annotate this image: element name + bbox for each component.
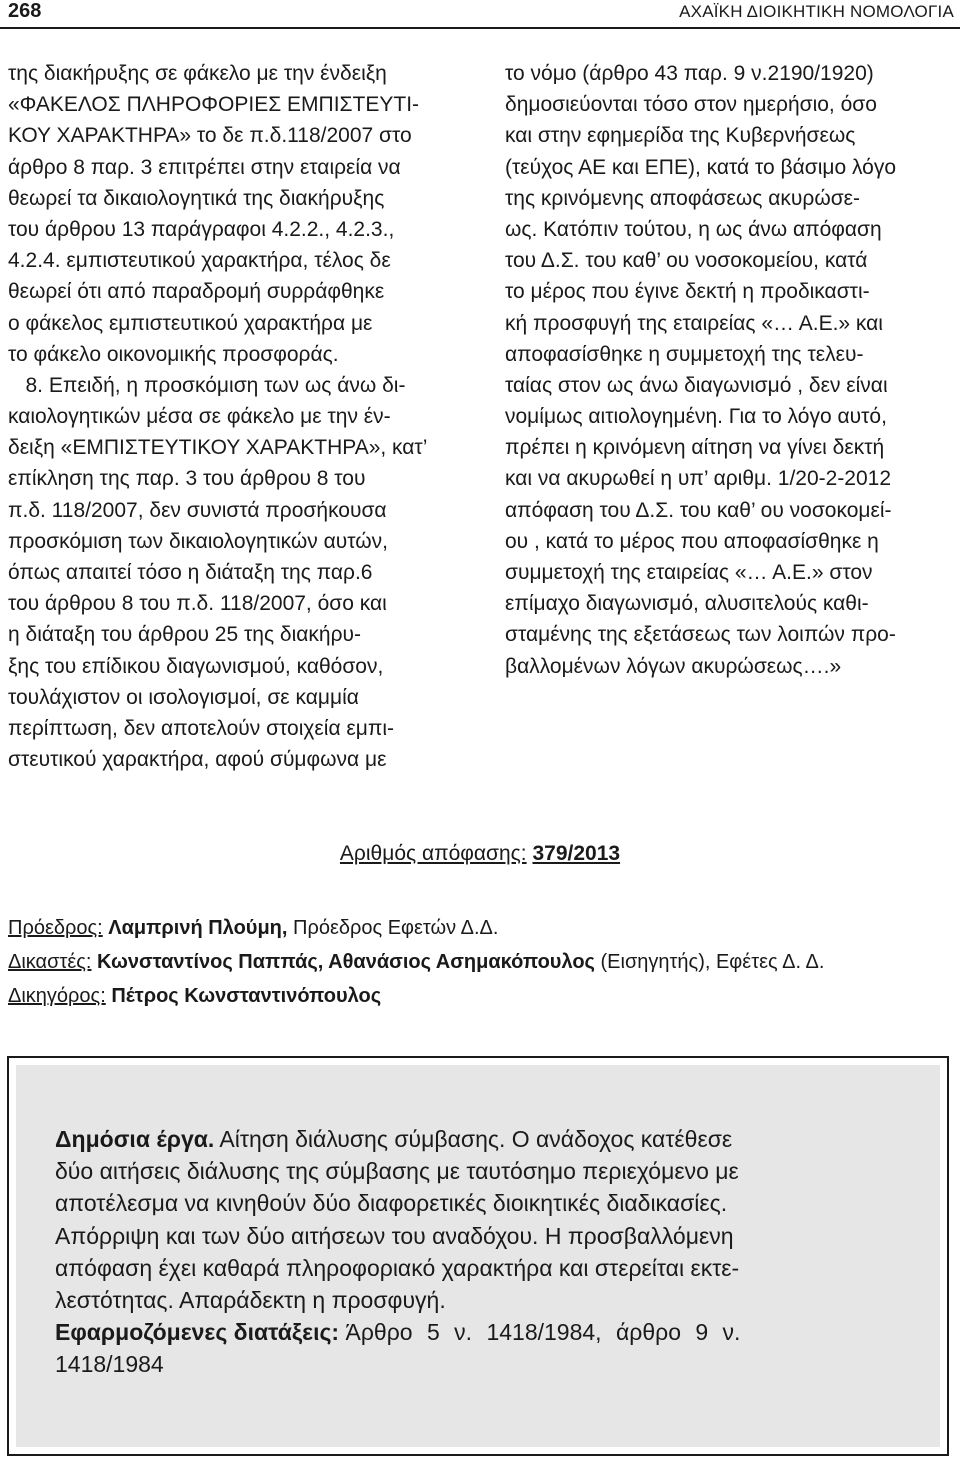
summary-line: λεστότητας. Απαράδεκτη η προσφυγή. bbox=[55, 1286, 446, 1313]
text-line: θεωρεί ότι από παραδρομή συρράφθηκε bbox=[8, 280, 385, 304]
summary-line: αποτέλεσμα να κινηθούν δύο διαφορετικές διοικητικές διαδικασίες. bbox=[55, 1190, 728, 1217]
lawyer-line bbox=[8, 985, 381, 1008]
text-line: ο φάκελος εμπιστευτικού χαρακτήρα με bbox=[8, 311, 373, 335]
text-line: π.δ. 118/2007, δεν συνιστά προσήκουσα bbox=[8, 498, 387, 522]
decision-number-label: Αριθμός απόφασης: bbox=[339, 842, 527, 865]
text-line: επίμαχο διαγωνισμό, αλυσιτελούς καθι- bbox=[505, 592, 869, 616]
left-column bbox=[8, 58, 463, 775]
judges-names: Κωνσταντίνος Παππάς, Αθανάσιος Ασημακόπουλος bbox=[97, 951, 595, 973]
header-rule bbox=[0, 27, 960, 29]
summary-line: Απόρριψη και των δύο αιτήσεων του αναδόχου. Η προσβαλλόμενη bbox=[55, 1222, 734, 1249]
text-line: και στην εφημερίδα της Κυβερνήσεως bbox=[505, 124, 856, 148]
text-line: πρέπει η κρινόμενη αίτηση να γίνει δεκτή bbox=[505, 436, 885, 460]
text-line: κή προσφυγή της εταιρείας «… Α.Ε.» και bbox=[505, 311, 883, 335]
president-line bbox=[8, 917, 498, 940]
text-line: το φάκελο οικονομικής προσφοράς. bbox=[8, 342, 339, 366]
decision-number bbox=[0, 842, 960, 866]
text-line: ΚΟΥ ΧΑΡΑΚΤΗΡΑ» το δε π.δ.118/2007 στο bbox=[8, 124, 412, 148]
judges-title: (Εισηγητής), Εφέτες Δ. Δ. bbox=[600, 951, 825, 973]
text-line: ου , κατά το μέρος που αποφασίσθηκε η bbox=[505, 529, 879, 553]
summary-heading: Δημόσια έργα. bbox=[55, 1126, 215, 1152]
text-line: το νόμο (άρθρο 43 παρ. 9 ν.2190/1920) bbox=[505, 62, 874, 85]
president-name: Λαμπρινή Πλούμη, bbox=[108, 917, 288, 939]
text-line: του άρθρου 13 παράγραφοι 4.2.2., 4.2.3., bbox=[8, 217, 395, 241]
text-line: του άρθρου 8 του π.δ. 118/2007, όσο και bbox=[8, 592, 387, 616]
text-line: αποφασίσθηκε η συμμετοχή της τελευ- bbox=[505, 342, 864, 366]
page-number: 268 bbox=[8, 0, 42, 22]
summary-line: 1418/1984 bbox=[55, 1351, 164, 1378]
text-line: της κρινόμενης αποφάσεως ακυρώσε- bbox=[505, 186, 861, 210]
text-line: ξης του επίδικου διαγωνισμού, καθόσον, bbox=[8, 654, 384, 678]
text-line: απόφαση του Δ.Σ. του καθ’ ου νοσοκομεί- bbox=[505, 498, 892, 522]
judges-label: Δικαστές: bbox=[8, 951, 92, 973]
provisions-label: Εφαρμοζόμενες διατάξεις: bbox=[55, 1319, 340, 1346]
text-line: δειξη «ΕΜΠΙΣΤΕΥΤΙΚΟΥ ΧΑΡΑΚΤΗΡΑ», κατ’ bbox=[8, 436, 428, 460]
president-title: Πρόεδρος Εφετών Δ.Δ. bbox=[293, 917, 499, 939]
summary-line: απόφαση έχει καθαρά πληροφοριακό χαρακτήρα και στερείται εκτε- bbox=[55, 1254, 740, 1281]
text-line: της διακήρυξης σε φάκελο με την ένδειξη bbox=[8, 62, 387, 85]
text-line: το μέρος που έγινε δεκτή η προδικαστι- bbox=[505, 280, 870, 304]
text-line: προσκόμιση των δικαιολογητικών αυτών, bbox=[8, 529, 388, 553]
text-line: και να ακυρωθεί η υπ’ αριθμ. 1/20-2-2012 bbox=[505, 467, 892, 491]
provisions-text: Άρθρο 5 ν. 1418/1984, άρθρο 9 ν. bbox=[345, 1319, 741, 1346]
text-line: 8. Επειδή, η προσκόμιση των ως άνω δι- bbox=[8, 373, 406, 397]
text-line: στευτικού χαρακτήρα, αφού σύμφωνα με bbox=[8, 748, 387, 772]
text-line: επίκληση της παρ. 3 του άρθρου 8 του bbox=[8, 467, 366, 491]
right-column bbox=[505, 58, 955, 682]
text-line: νομίμως αιτιολογημένη. Για το λόγο αυτό, bbox=[505, 405, 887, 429]
text-line: τουλάχιστον οι ισολογισμοί, σε καμμία bbox=[8, 685, 359, 709]
text-line: βαλλομένων λόγων ακυρώσεως….» bbox=[505, 654, 842, 678]
decision-number-value: 379/2013 bbox=[532, 842, 621, 865]
text-line: ως. Κατόπιν τούτου, η ως άνω απόφαση bbox=[505, 217, 882, 241]
president-label: Πρόεδρος: bbox=[8, 917, 103, 939]
text-line: η διάταξη του άρθρου 25 της διακήρυ- bbox=[8, 623, 361, 647]
running-title: ΑΧΑΪΚΗ ΔΙΟΙΚΗΤΙΚΗ ΝΟΜΟΛΟΓΙΑ bbox=[679, 2, 954, 21]
lawyer-name: Πέτρος Κωνσταντινόπουλος bbox=[111, 985, 382, 1007]
text-line: δημοσιεύονται τόσο στον ημερήσιο, όσο bbox=[505, 93, 877, 117]
text-line: καιολογητικών μέσα σε φάκελο με την έν- bbox=[8, 405, 391, 429]
text-line: ταίας στον ως άνω διαγωνισμό , δεν είναι bbox=[505, 373, 888, 397]
text-line: όπως απαιτεί τόσο η διάταξη της παρ.6 bbox=[8, 561, 373, 584]
text-line: σταμένης της εξετάσεως των λοιπών προ- bbox=[505, 623, 896, 647]
summary-line bbox=[55, 1316, 915, 1348]
judges-line bbox=[8, 951, 824, 974]
summary-line bbox=[55, 1123, 915, 1155]
summary-text bbox=[55, 1123, 915, 1381]
text-line: συμμετοχή της εταιρείας «… Α.Ε.» στον bbox=[505, 561, 873, 584]
lawyer-label: Δικηγόρος: bbox=[8, 985, 106, 1007]
text-line: άρθρο 8 παρ. 3 επιτρέπει στην εταιρεία να bbox=[8, 155, 401, 179]
text-line: περίπτωση, δεν αποτελούν στοιχεία εμπι- bbox=[8, 716, 395, 740]
page-header bbox=[0, 0, 960, 26]
text-line: «ΦΑΚΕΛΟΣ ΠΛΗΡΟΦΟΡΙΕΣ ΕΜΠΙΣΤΕΥΤΙ- bbox=[8, 93, 420, 117]
summary-line-rest: Αίτηση διάλυσης σύμβασης. Ο ανάδοχος κατέθεσε bbox=[219, 1126, 733, 1152]
summary-line: δύο αιτήσεις διάλυσης της σύμβασης με ταυτόσημο περιεχόμενο με bbox=[55, 1158, 739, 1185]
text-line: (τεύχος ΑΕ και ΕΠΕ), κατά το βάσιμο λόγο bbox=[505, 155, 897, 179]
text-line: θεωρεί τα δικαιολογητικά της διακήρυξης bbox=[8, 186, 385, 210]
text-line: 4.2.4. εμπιστευτικού χαρακτήρα, τέλος δε bbox=[8, 249, 391, 273]
text-line: του Δ.Σ. του καθ’ ου νοσοκομείου, κατά bbox=[505, 249, 868, 273]
